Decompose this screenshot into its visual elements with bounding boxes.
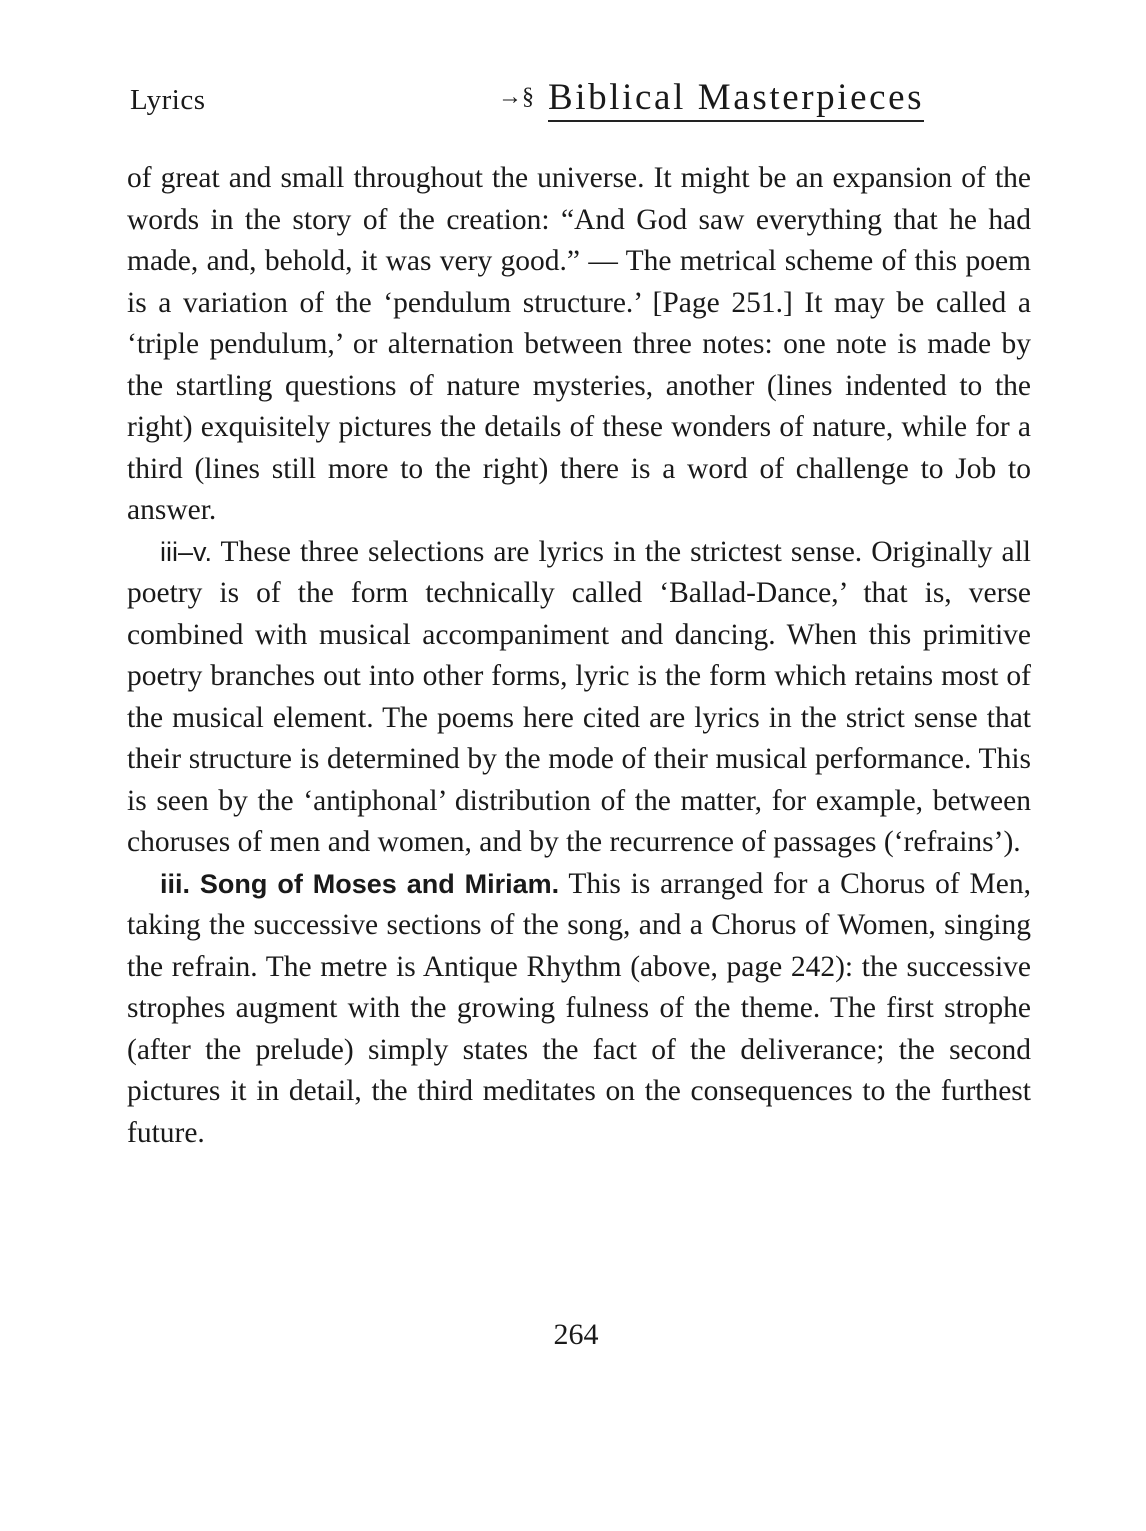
paragraph-lyrics-note (127, 532, 1031, 864)
ornament-icon: →§ (498, 84, 534, 110)
body-text (127, 158, 1031, 1154)
paragraph-continuation: of great and small throughout the universe. It might be an expansion of the words in the story of the creation: “And God saw everything that he had made, and, behold, it was very good.” — The metrical scheme of this poem is a variation of the ‘pendulum structure.’ [Page 251.] It may be called a ‘triple pendulum,’ or alternation between three notes: one note is made by the startling questions of nature mysteries, another (lines indented to the right) exquisitely pictures the details of these wonders of nature, while for a third (lines still more to the right) there is a word of challenge to Job to answer. (127, 162, 1031, 526)
paragraph-label-song: iii. Song of Moses and Miriam. (160, 868, 560, 899)
paragraph-label-iii-v: iii–v. (160, 536, 213, 567)
running-head-title: Biblical Masterpieces (548, 77, 924, 122)
running-head-section: Lyrics (130, 84, 206, 116)
page-number: 264 (553, 1318, 599, 1351)
running-head-title-block (498, 76, 924, 119)
paragraph-lyrics-text: These three selections are lyrics in the strictest sense. Originally all poetry is of the form technically called ‘Ballad-Dance,’ that is, verse combined with musical accompaniment and dancing. When this primitive poetry branches out into other forms, lyric is the form which retains most of the musical element. The poems here cited are lyrics in the strict sense that their structure is determined by the mode of their musical performance. This is seen by the ‘antiphonal’ distribution of the matter, for example, between choruses of men and women, and by the recurrence of passages (‘refrains’). (127, 535, 1031, 858)
paragraph-song-note (127, 864, 1031, 1155)
paragraph-song-text: This is arranged for a Chorus of Men, taking the successive sections of the song, and a Chorus of Women, singing the refrain. The metre is Antique Rhythm (above, page 242): the successive strophes augment with the growing fulness of the theme. The first strophe (after the prelude) simply states the fact of the deliverance; the second pictures it in detail, the third meditates on the consequences to the furthest future. (127, 867, 1032, 1149)
